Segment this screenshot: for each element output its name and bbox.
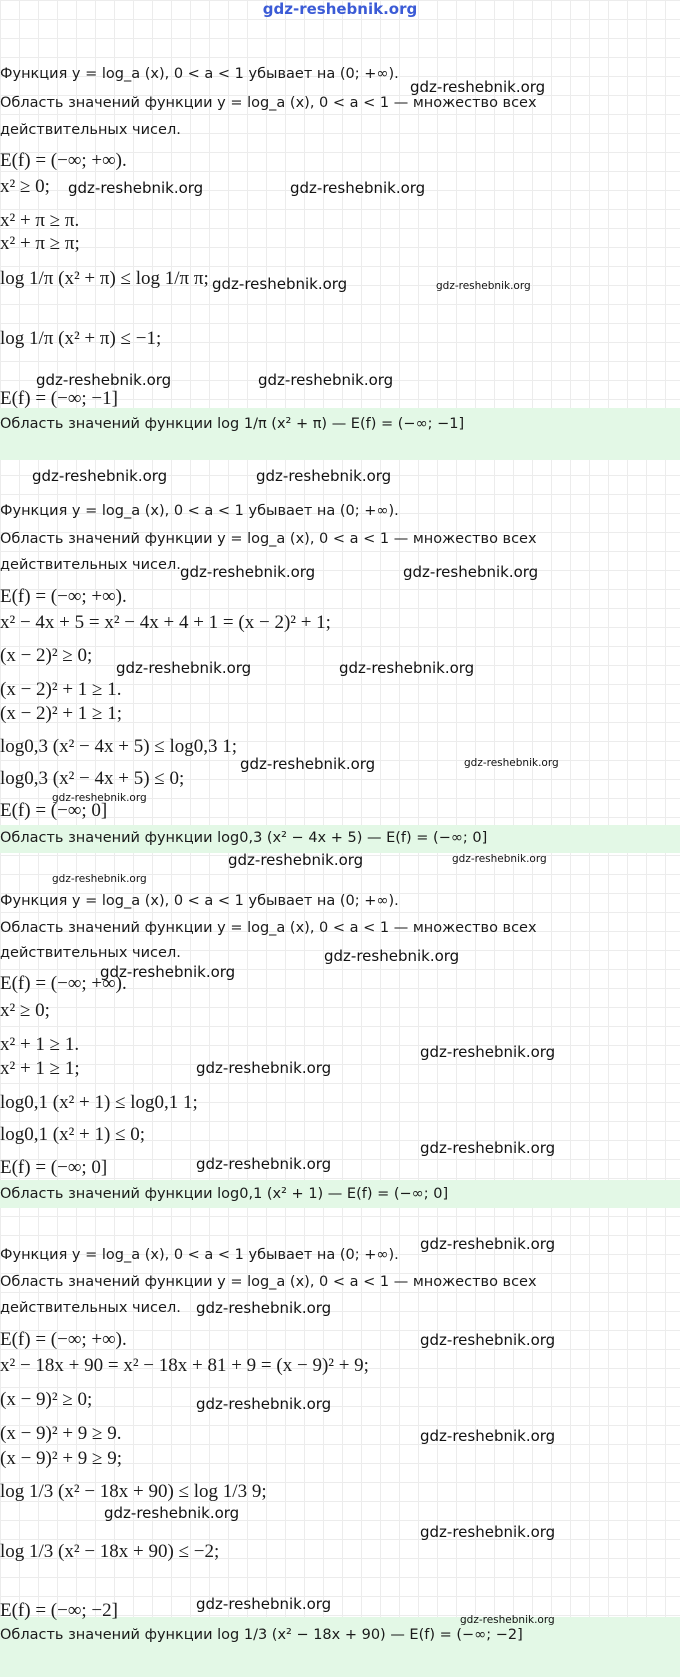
line: log 1/π (x² + π) ≤ log 1/π π; [0,268,209,289]
watermark: gdz-reshebnik.org [339,659,475,677]
watermark: gdz-reshebnik.org [116,659,252,677]
watermark: gdz-reshebnik.org [290,179,426,197]
answer-band-4 [0,1617,680,1677]
watermark: gdz-reshebnik.org [52,873,147,885]
line: (x − 9)² + 9 ≥ 9. [0,1423,122,1444]
answer-line: Область значений функции log 1/π (x² + π) — E(f) = (−∞; −1] [0,416,465,432]
line: log 1/3 (x² − 18x + 90) ≤ −2; [0,1541,220,1562]
line: (x − 2)² ≥ 0; [0,645,93,666]
line: E(f) = (−∞; −2] [0,1600,118,1621]
line: x² + 1 ≥ 1. [0,1034,80,1055]
watermark: gdz-reshebnik.org [420,1427,556,1445]
watermark: gdz-reshebnik.org [100,963,236,981]
line: x² + 1 ≥ 1; [0,1058,80,1079]
watermark: gdz-reshebnik.org [196,1059,332,1077]
line: log 1/π (x² + π) ≤ −1; [0,328,162,349]
line: действительных чисел. [0,557,181,573]
watermark: gdz-reshebnik.org [410,78,546,96]
answer-line: Область значений функции log 1/3 (x² − 18x + 90) — E(f) = (−∞; −2] [0,1627,523,1643]
line: действительных чисел. [0,122,181,138]
line: E(f) = (−∞; +∞). [0,1329,127,1350]
line: x² + π ≥ π; [0,233,80,254]
line: (x − 9)² ≥ 0; [0,1389,93,1410]
line: E(f) = (−∞; 0] [0,800,108,821]
watermark: gdz-reshebnik.org [256,467,392,485]
watermark: gdz-reshebnik.org [452,853,547,865]
watermark: gdz-reshebnik.org [228,851,364,869]
site-watermark-header: gdz-reshebnik.org [262,0,418,18]
line: Область значений функции y = log_a (x), 0 < a < 1 — множество всех [0,95,537,111]
line: (x − 2)² + 1 ≥ 1; [0,703,122,724]
watermark: gdz-reshebnik.org [52,792,147,804]
watermark: gdz-reshebnik.org [104,1504,240,1522]
watermark: gdz-reshebnik.org [240,755,376,773]
line: E(f) = (−∞; +∞). [0,150,127,171]
watermark: gdz-reshebnik.org [196,1395,332,1413]
watermark: gdz-reshebnik.org [32,467,168,485]
line: Область значений функции y = log_a (x), 0 < a < 1 — множество всех [0,531,537,547]
watermark: gdz-reshebnik.org [324,947,460,965]
watermark: gdz-reshebnik.org [36,371,172,389]
watermark: gdz-reshebnik.org [460,1614,555,1626]
watermark: gdz-reshebnik.org [420,1043,556,1061]
watermark: gdz-reshebnik.org [196,1299,332,1317]
line: Область значений функции y = log_a (x), 0 < a < 1 — множество всех [0,1274,537,1290]
watermark: gdz-reshebnik.org [180,563,316,581]
line: Функция y = log_a (x), 0 < a < 1 убывает на (0; +∞). [0,66,399,82]
watermark: gdz-reshebnik.org [68,179,204,197]
answer-line: Область значений функции log0,1 (x² + 1) — E(f) = (−∞; 0] [0,1186,449,1202]
line: log0,1 (x² + 1) ≤ 0; [0,1124,146,1145]
watermark: gdz-reshebnik.org [258,371,394,389]
line: x² ≥ 0; [0,1000,50,1021]
watermark: gdz-reshebnik.org [420,1235,556,1253]
watermark: gdz-reshebnik.org [420,1523,556,1541]
watermark: gdz-reshebnik.org [403,563,539,581]
line: E(f) = (−∞; −1] [0,388,118,409]
watermark: gdz-reshebnik.org [436,280,531,292]
watermark: gdz-reshebnik.org [212,275,348,293]
watermark: gdz-reshebnik.org [196,1595,332,1613]
line: E(f) = (−∞; 0] [0,1157,108,1178]
line: log0,3 (x² − 4x + 5) ≤ log0,3 1; [0,736,238,757]
line: действительных чисел. [0,1300,181,1316]
line: Функция y = log_a (x), 0 < a < 1 убывает на (0; +∞). [0,893,399,909]
line: x² ≥ 0; [0,176,50,197]
line: Область значений функции y = log_a (x), 0 < a < 1 — множество всех [0,920,537,936]
line: log0,3 (x² − 4x + 5) ≤ 0; [0,768,185,789]
line: E(f) = (−∞; +∞). [0,586,127,607]
line: x² + π ≥ π. [0,210,80,231]
line: действительных чисел. [0,945,181,961]
answer-line: Область значений функции log0,3 (x² − 4x + 5) — E(f) = (−∞; 0] [0,830,488,846]
line: (x − 9)² + 9 ≥ 9; [0,1448,122,1469]
line: x² − 4x + 5 = x² − 4x + 4 + 1 = (x − 2)² + 1; [0,612,331,633]
line: E(f) = (−∞; +∞). [0,973,127,994]
watermark: gdz-reshebnik.org [420,1331,556,1349]
line: x² − 18x + 90 = x² − 18x + 81 + 9 = (x − 9)² + 9; [0,1355,369,1376]
watermark: gdz-reshebnik.org [196,1155,332,1173]
line: (x − 2)² + 1 ≥ 1. [0,679,122,700]
line: Функция y = log_a (x), 0 < a < 1 убывает на (0; +∞). [0,503,399,519]
watermark: gdz-reshebnik.org [420,1139,556,1157]
line: log0,1 (x² + 1) ≤ log0,1 1; [0,1092,198,1113]
watermark: gdz-reshebnik.org [464,757,559,769]
line: log 1/3 (x² − 18x + 90) ≤ log 1/3 9; [0,1481,267,1502]
line: Функция y = log_a (x), 0 < a < 1 убывает на (0; +∞). [0,1247,399,1263]
